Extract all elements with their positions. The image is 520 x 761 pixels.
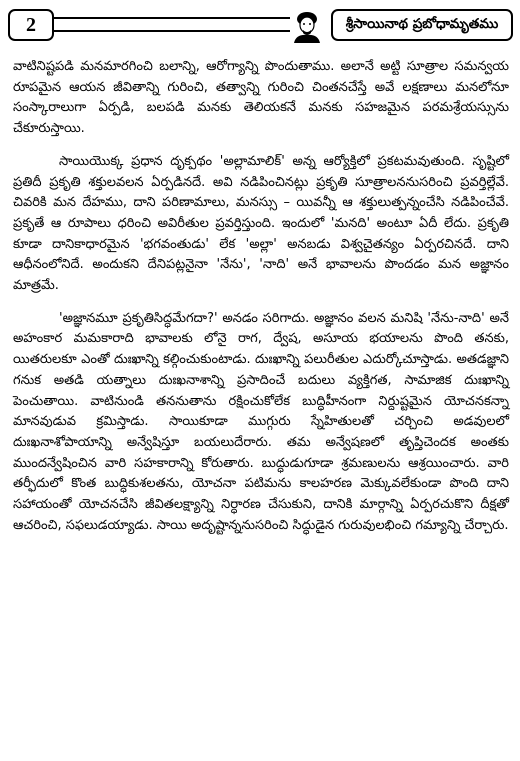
page-number: 2 <box>26 13 36 36</box>
paragraph-1: వాటినిష్టపడి మనమారగించి బలాన్ని, ఆరోగ్యాన్ని పొందుతాము. అలానే అట్టి సూత్రాల సమన్వయ రూపమైన ఆయన జీవితాన్ని గురించి, తత్వాన్ని గురించి చింతనచేస్తే అవే లక్షణాలు మనలోనూ సంస్కారాలుగా ఏర్పడి, బలపడి మనకు తెలియకనే మనకు సహజమైన పరమశ్రేయస్సును చేకూరుస్తాయి. <box>13 59 509 137</box>
paragraph-3: 'అజ్ఞానమూ ప్రకృతిసిద్ధమేగదా?' అనడం సరిగాదు. అజ్ఞానం వలన మనిషి 'నేను-నాది' అనే అహంకార మమకారాది భావాలకు లోనై రాగ, ద్వేష, అసూయ భయాలను పొంది తనకు, యితరులకూ ఎంతో దుఃఖాన్ని కల్గించుకుంటాడు. దుఃఖాన్ని పలురీతుల ఎదుర్కోచూస్తాడు. అతడజ్ఞాని గనుక అతడి యత్నాలు దుఃఖనాశాన్ని ప్రసాదించే బదులు వ్యక్తిగత, సామాజిక దుఃఖాన్ని పెంచుతాయి. వాటినుండి తననుతాను రక్షించుకోలేక బుద్ధిహీనంగా నిర్దుష్టమైన యోచనకన్నా మానవుడువ క్రమిస్తాడు. సాయికూడా ముగ్గురు స్నేహితులతో చర్చించి అడవులలో దుఃఖనాశోపాయాన్ని అన్వేషిస్తూ బయలుదేరారు. తమ అన్వేషణలో తృప్తిచెందక అంతకు ముందన్వేషించిన వారి సహకారాన్ని కోరుతారు. బుద్ధుడుగూడా శ్రమణులను ఆశ్రయించారు. వారి తర్ఫీదులో కొంత బుద్ధికుశలతను, యోచనా పటిమను కాలహరణ మెక్కువలేకుండా పొంది దాని సహాయంతో యోచనచేసి జీవితలక్ష్యాన్ని నిర్ధారణ చేసుకుని, దానికి మార్గాన్ని ఏర్పరచుకొని దీక్షతో ఆచరించి, సఫలుడయ్యాడు. సాయి అదృష్టాన్ననుసరించి సిద్ధుడైన గురువులభించి గమ్యాన్ని చేర్చారు. <box>13 310 510 533</box>
paragraph-2: సాయియొక్క ప్రధాన దృక్పథం 'అల్లామాలిక్' అన్న ఆర్యోక్తిలో ప్రకటమవుతుంది. సృష్టిలో ప్రతిదీ ప్రకృతి శక్తులవలన ఏర్పడినదే. అవి నడిపించినట్లు ప్రకృతి సూత్రాలననుసరించి ప్రవర్తిల్లేవే. చివరికి మన దేహము, దాని పరిణామాలు, మనస్సు – యివన్నీ ఆ శక్తులుత్పన్నంచేసి నడిపించేవే. ప్రకృతే ఆ రూపాలు ధరించి అవిరీతుల ప్రవర్తిస్తుంది. ఇందులో 'మనది' అంటూ ఏదీ లేదు. ప్రకృతి కూడా దానికాధారమైన 'భగవంతుడు' లేక 'అల్లా' అనబడు విశ్వచైతన్యం ఏర్పరచినదే. దాని ఆధీనంలోనిదే. అందుకని దేనిపట్లనైనా 'నేను', 'నాది' అనే భావాలను పొందడం మన అజ్ఞానం మాత్రమే. <box>13 153 509 294</box>
running-title: శ్రీసాయినాథ ప్రబోధామృతము <box>345 15 499 32</box>
header-rule-top <box>52 17 317 19</box>
running-header <box>8 9 513 43</box>
body-text <box>13 57 509 548</box>
header-rule-bottom <box>52 30 317 32</box>
sai-baba-portrait-icon <box>290 9 324 43</box>
running-title-box <box>331 9 513 41</box>
page-number-box <box>8 9 54 41</box>
